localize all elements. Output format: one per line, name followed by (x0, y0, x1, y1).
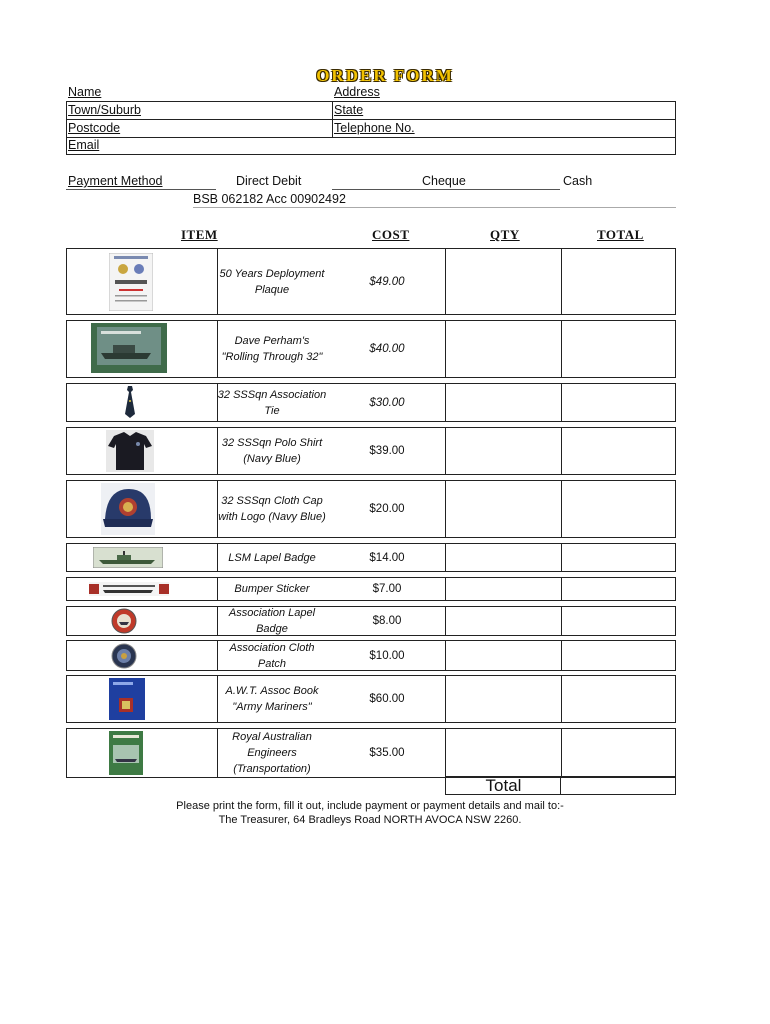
polo-shirt-image-icon (106, 430, 154, 472)
item-name: Dave Perham's "Rolling Through 32" (221, 335, 323, 363)
field-border (66, 119, 676, 120)
cap-image-icon (101, 483, 155, 535)
item-name: Royal Australian Engineers (Transportation) (232, 731, 312, 775)
qty-input[interactable] (447, 546, 559, 569)
table-row (66, 728, 676, 778)
name-label: Name (68, 85, 102, 99)
item-cost: $14.00 (369, 551, 405, 564)
table-row (66, 543, 676, 572)
table-row (66, 248, 676, 315)
blue-book-image-icon (109, 678, 145, 720)
item-name: 32 SSSqn Polo Shirt (Navy Blue) (221, 437, 323, 465)
line-total (563, 386, 673, 419)
mailing-instructions: Please print the form, fill it out, include payment or payment details and mail to:- (176, 800, 564, 812)
line-total (563, 251, 673, 312)
qty-input[interactable] (447, 731, 559, 775)
postcode-field[interactable]: Postcode (68, 121, 121, 135)
field-border (332, 101, 333, 137)
telephone-field[interactable]: Telephone No. (334, 121, 415, 135)
qty-input[interactable] (447, 678, 559, 720)
town-field[interactable]: Town/Suburb (68, 103, 141, 117)
item-cost: $49.00 (369, 275, 405, 288)
cost-column-header: COST (372, 227, 410, 242)
cloth-patch-image-icon (111, 643, 137, 669)
item-cost: $35.00 (369, 747, 405, 759)
item-name: 32 SSSqn Cloth Cap with Logo (Navy Blue) (218, 495, 326, 523)
line-total (563, 609, 673, 633)
field-border (66, 101, 67, 155)
qty-input[interactable] (447, 323, 559, 375)
payment-method-label: Payment Method (68, 174, 163, 188)
total-label: Total (485, 776, 522, 795)
item-cost: $8.00 (372, 615, 402, 627)
tie-image-icon (123, 386, 137, 418)
line-total (563, 323, 673, 375)
cash-option[interactable]: Cash (563, 174, 593, 188)
qty-column-header: QTY (490, 227, 520, 242)
bumper-sticker-image-icon (89, 582, 169, 596)
ship-badge-image-icon (93, 547, 163, 568)
field-border (66, 154, 676, 155)
divider (193, 207, 676, 208)
direct-debit-option[interactable]: Direct Debit (236, 174, 302, 188)
line-total (563, 546, 673, 569)
item-name: Bumper Sticker (234, 583, 310, 595)
item-cost: $39.00 (369, 445, 405, 457)
item-name: Association Cloth Patch (229, 641, 315, 670)
divider (332, 189, 560, 190)
line-total (563, 430, 673, 472)
table-row (66, 480, 676, 538)
field-border (675, 101, 676, 155)
divider (66, 189, 216, 190)
item-cost: $10.00 (369, 649, 405, 662)
total-column-header: TOTAL (597, 227, 644, 242)
item-cost: $40.00 (369, 343, 405, 355)
qty-input[interactable] (447, 580, 559, 598)
table-row (66, 383, 676, 422)
item-name: LSM Lapel Badge (228, 551, 316, 564)
table-row (66, 675, 676, 723)
field-border (66, 101, 676, 102)
qty-input[interactable] (447, 386, 559, 419)
line-total (563, 580, 673, 598)
state-field[interactable]: State (334, 103, 364, 117)
item-name: 32 SSSqn Association Tie (217, 388, 327, 417)
item-cost: $20.00 (369, 503, 405, 515)
qty-input[interactable] (447, 483, 559, 535)
plaque-image-icon (109, 253, 153, 311)
qty-input[interactable] (447, 430, 559, 472)
table-row (66, 640, 676, 671)
qty-input[interactable] (447, 609, 559, 633)
green-book-image-icon (109, 731, 143, 775)
line-total (563, 483, 673, 535)
book-cover-image-icon (91, 323, 167, 373)
item-name: 50 Years Deployment Plaque (219, 267, 325, 296)
item-column-header: ITEM (181, 227, 218, 242)
cheque-option[interactable]: Cheque (422, 174, 466, 188)
page-title: ORDER FORM (316, 66, 454, 85)
field-border (66, 137, 676, 138)
address-label: Address (334, 85, 380, 99)
line-total (563, 731, 673, 775)
round-badge-image-icon (111, 608, 137, 634)
item-name: A.W.T. Assoc Book "Army Mariners" (225, 685, 319, 713)
table-row (66, 606, 676, 636)
table-row (66, 577, 676, 601)
table-row (66, 320, 676, 378)
item-cost: $60.00 (369, 693, 405, 705)
grand-total-row (445, 776, 676, 795)
bank-details: BSB 062182 Acc 00902492 (193, 192, 346, 206)
qty-input[interactable] (447, 251, 559, 312)
item-name: Association Lapel Badge (228, 607, 316, 635)
table-row (66, 427, 676, 475)
grand-total-field[interactable] (563, 778, 673, 793)
qty-input[interactable] (447, 643, 559, 668)
line-total (563, 678, 673, 720)
email-field[interactable]: Email (68, 138, 100, 152)
item-cost: $7.00 (372, 583, 402, 595)
item-cost: $30.00 (369, 396, 405, 409)
line-total (563, 643, 673, 668)
mailing-address: The Treasurer, 64 Bradleys Road NORTH AVOCA NSW 2260. (218, 814, 522, 826)
